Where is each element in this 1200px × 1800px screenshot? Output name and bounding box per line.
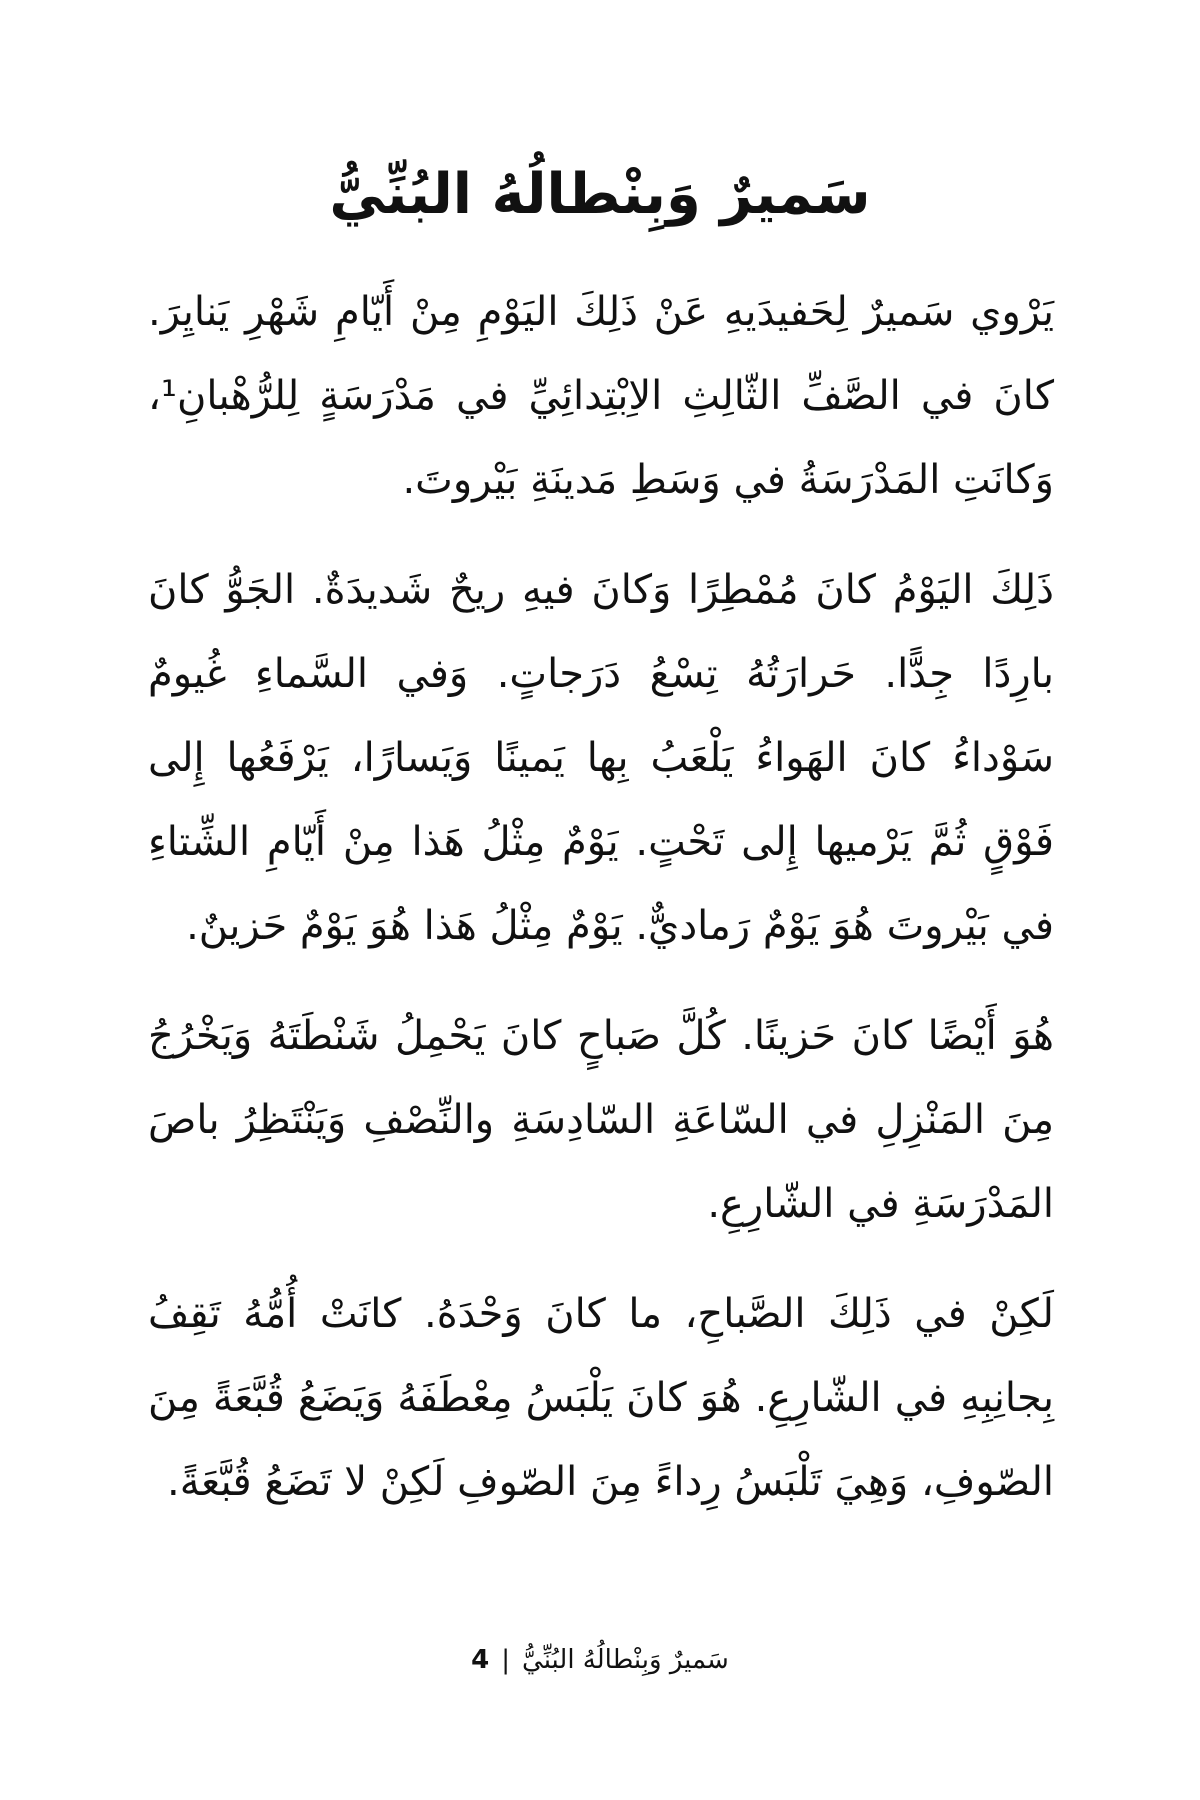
page-title: سَميرٌ وَبِنْطالُهُ البُنِّيُّ — [329, 162, 871, 227]
footer-separator: | — [501, 1645, 511, 1675]
story-body — [148, 270, 1054, 1550]
paragraph-3: هُوَ أَيْضًا كانَ حَزينًا. كُلَّ صَباحٍ كانَ يَحْمِلُ شَنْطَتَهُ وَيَخْرُجُ مِنَ المَنْزِلِ في السّاعَةِ السّادِسَةِ والنِّصْفِ وَيَنْتَظِرُ باصَ المَدْرَسَةِ في الشّارِعِ. — [148, 1013, 1054, 1227]
page-number: 4 — [471, 1645, 490, 1675]
paragraph-4: لَكِنْ في ذَلِكَ الصَّباحِ، ما كانَ وَحْدَهُ. كانَتْ أُمُّهُ تَقِفُ بِجانِبِهِ في الشّارِعِ. هُوَ كانَ يَلْبَسُ مِعْطَفَهُ وَيَضَعُ قُبَّعَةً مِنَ الصّوفِ، وَهِيَ تَلْبَسُ رِداءً مِنَ الصّوفِ لَكِنْ لا تَضَعُ قُبَّعَةً. — [148, 1291, 1054, 1505]
footer-book-title: سَميرٌ وَبِنْطالُهُ البُنِّيُّ — [522, 1645, 729, 1675]
paragraph-1: يَرْوي سَميرٌ لِحَفيدَيهِ عَنْ ذَلِكَ اليَوْمِ مِنْ أَيّامِ شَهْرِ يَنايِرَ. كانَ في الصَّفِّ الثّالِثِ الاِبْتِدائِيِّ في مَدْرَسَةٍ لِلرُّهْبانِ¹، وَكانَتِ المَدْرَسَةُ في وَسَطِ مَدينَةِ بَيْروتَ. — [148, 289, 1054, 503]
page-footer — [300, 1640, 900, 1680]
paragraph-2: ذَلِكَ اليَوْمُ كانَ مُمْطِرًا وَكانَ فيهِ ريحٌ شَديدَةٌ. الجَوُّ كانَ بارِدًا جِدًّا. حَرارَتُهُ تِسْعُ دَرَجاتٍ. وَفي السَّماءِ غُيومٌ سَوْداءُ كانَ الهَواءُ يَلْعَبُ بِها يَمينًا وَيَسارًا، يَرْفَعُها إِلى فَوْقٍ ثُمَّ يَرْميها إِلى تَحْتٍ. يَوْمٌ مِثْلُ هَذا مِنْ أَيّامِ الشِّتاءِ في بَيْروتَ هُوَ يَوْمٌ رَماديٌّ. يَوْمٌ مِثْلُ هَذا هُوَ يَوْمٌ حَزينٌ. — [148, 567, 1054, 949]
